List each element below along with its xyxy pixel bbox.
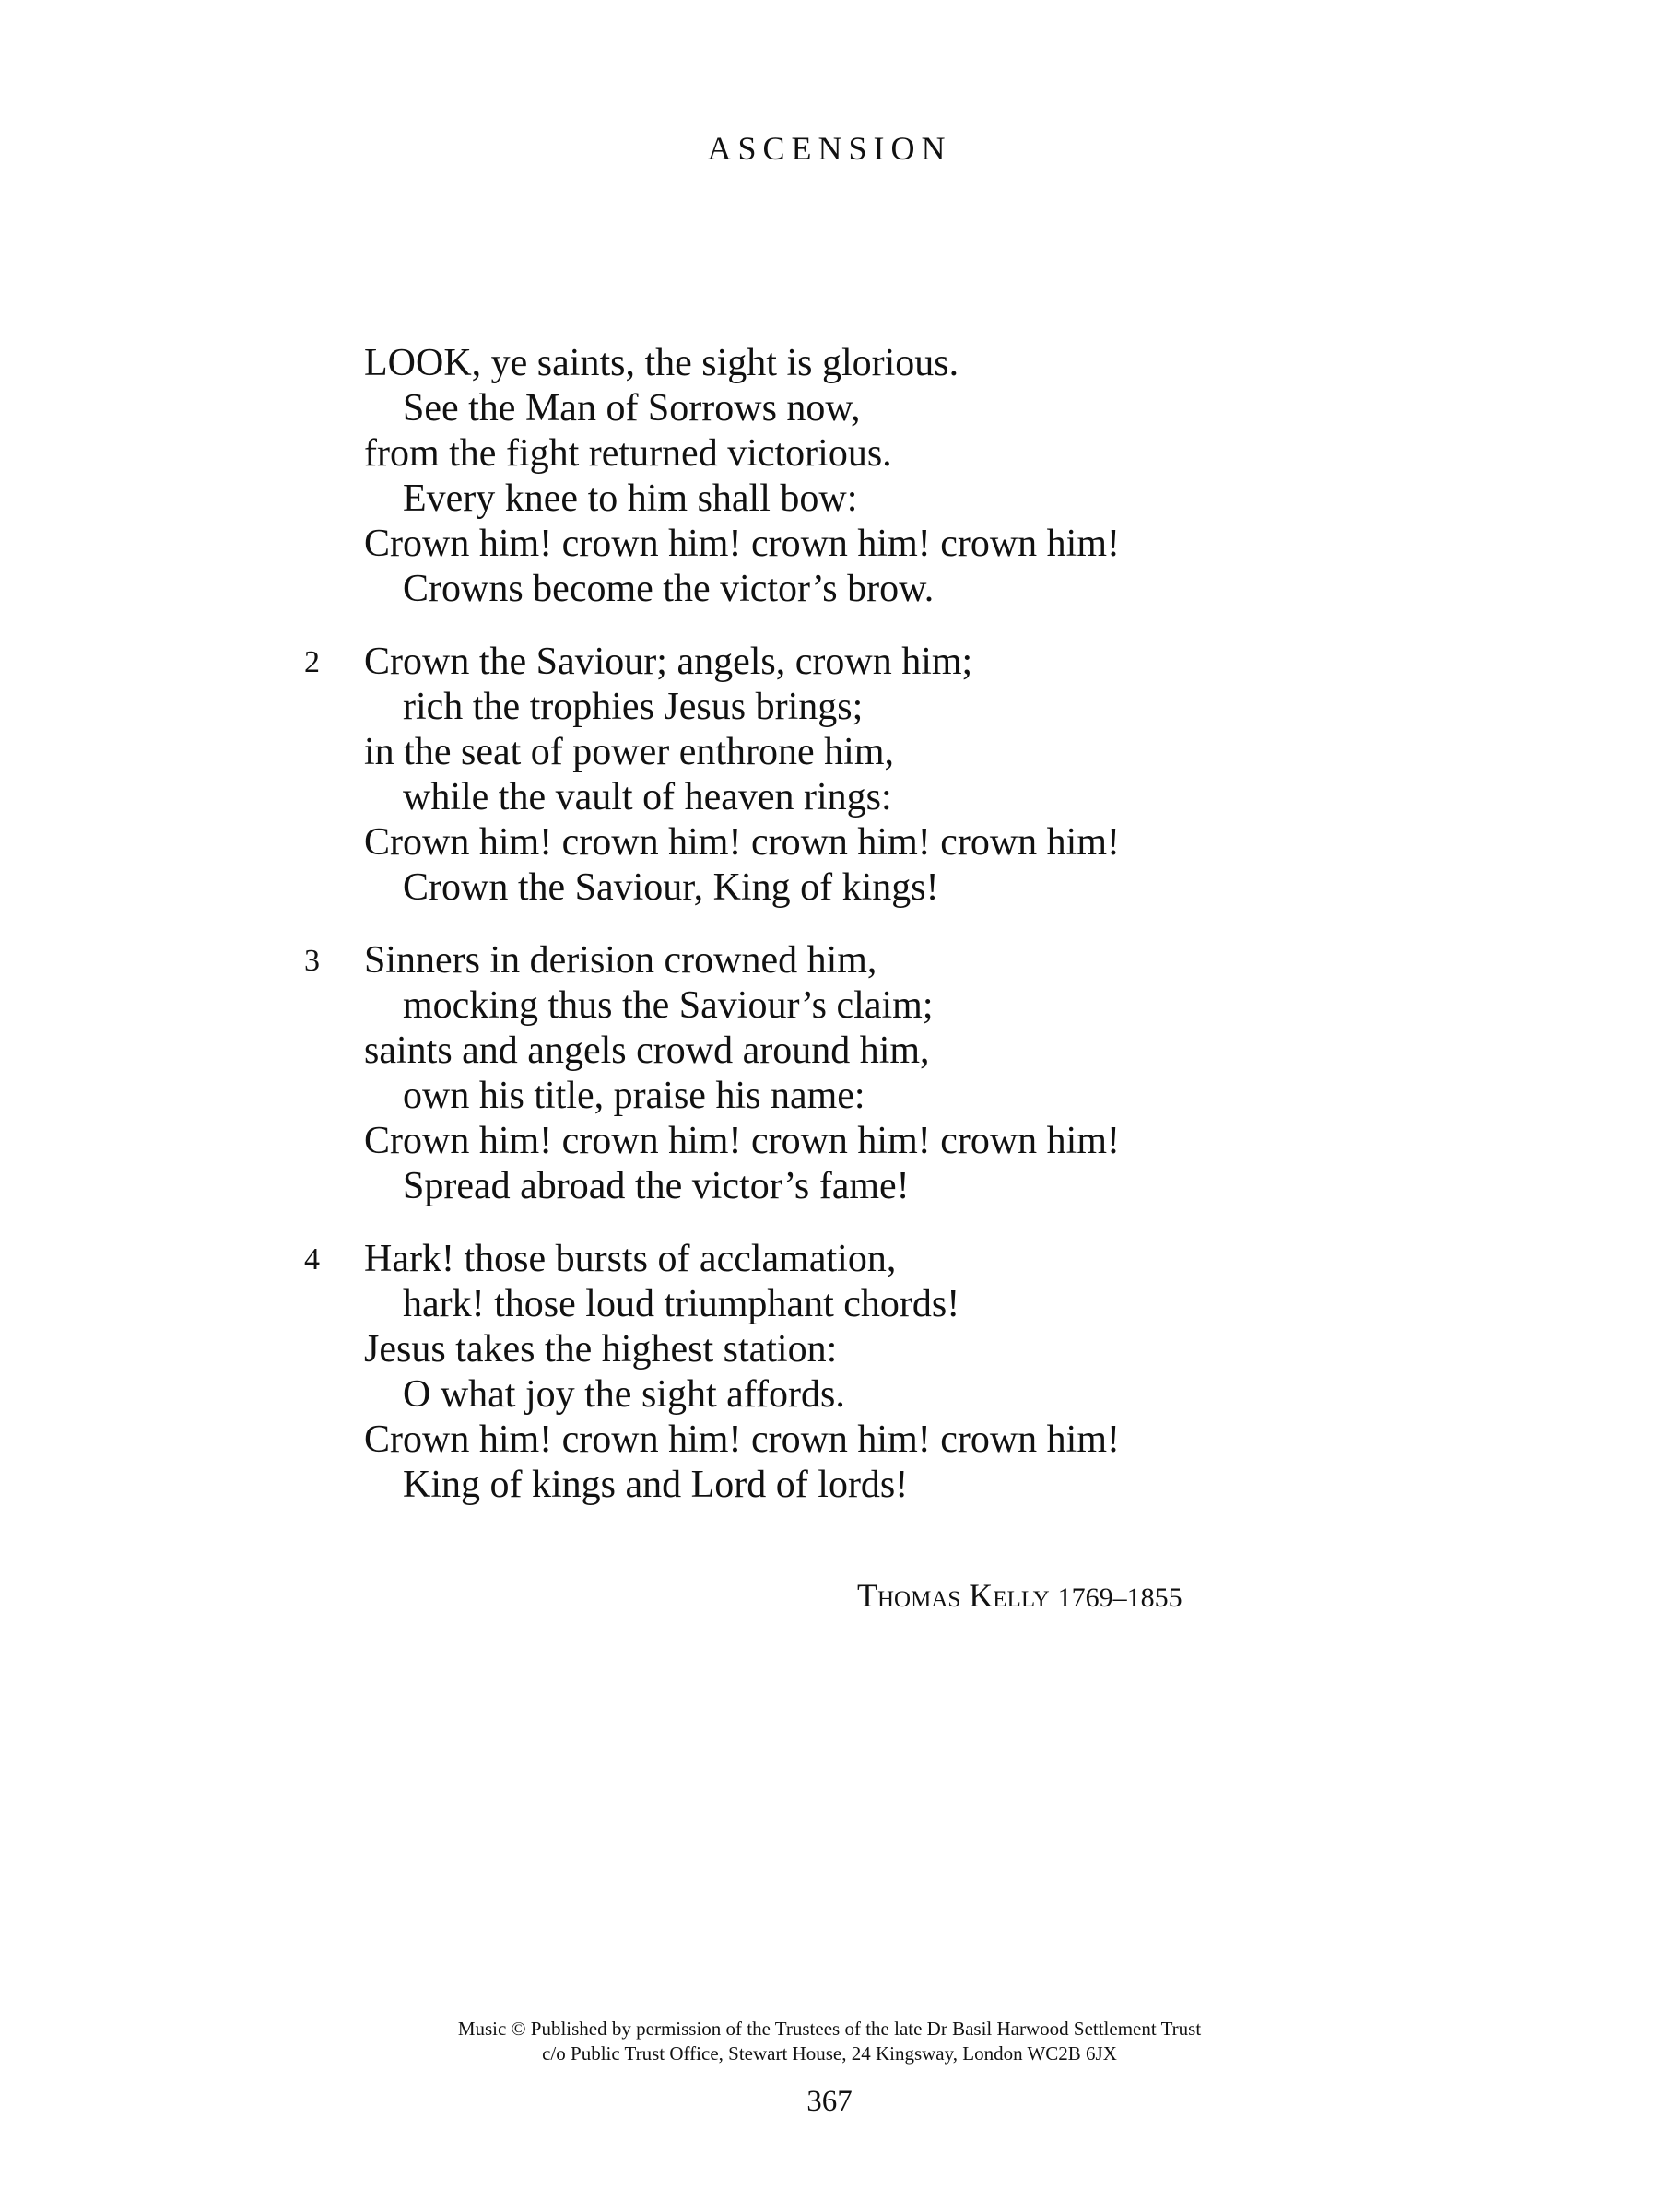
- verse-number: 3: [304, 944, 320, 978]
- verse-line: Every knee to him shall bow:: [403, 477, 858, 520]
- verse-number: 2: [304, 645, 320, 679]
- verse-line: while the vault of heaven rings:: [403, 776, 892, 818]
- verse-3: [276, 938, 1382, 1209]
- verse-line: from the fight returned victorious.: [364, 432, 892, 475]
- verse-line: LOOK, ye saints, the sight is glorious.: [364, 342, 959, 384]
- verse-line: own his title, praise his name:: [403, 1075, 865, 1117]
- verse-line: Sinners in derision crowned him,: [364, 939, 877, 982]
- author-dates: 1769–1855: [1057, 1583, 1182, 1613]
- verse-line: Crown him! crown him! crown him! crown him!: [364, 523, 1121, 565]
- verse-line: saints and angels crowd around him,: [364, 1030, 930, 1072]
- verse-line: hark! those loud triumphant chords!: [403, 1283, 960, 1325]
- verse-line: Spread abroad the victor’s fame!: [403, 1165, 910, 1207]
- author-name: Thomas Kelly: [857, 1577, 1050, 1614]
- verse-line: Jesus takes the highest station:: [364, 1328, 838, 1371]
- copyright-line: Music © Published by permission of the Trustees of the late Dr Basil Harwood Settlement Trust: [457, 2018, 1202, 2040]
- verse-line: rich the trophies Jesus brings;: [403, 686, 864, 728]
- verse-line: King of kings and Lord of lords!: [403, 1464, 909, 1506]
- verse-line: in the seat of power enthrone him,: [364, 731, 894, 773]
- verse-line: mocking thus the Saviour’s claim;: [403, 984, 934, 1027]
- verse-line: Crown him! crown him! crown him! crown him!: [364, 821, 1121, 864]
- verse-line: Crown the Saviour, King of kings!: [403, 866, 939, 909]
- verse-1: [276, 341, 1382, 612]
- verse-line: Hark! those bursts of acclamation,: [364, 1238, 897, 1280]
- verse-2: [276, 640, 1382, 911]
- copyright-notice: [0, 2017, 1659, 2066]
- copyright-line: c/o Public Trust Office, Stewart House, 24 Kingsway, London WC2B 6JX: [542, 2042, 1117, 2065]
- verse-line: Crown him! crown him! crown him! crown him!: [364, 1418, 1121, 1461]
- verse-number: 4: [304, 1242, 320, 1277]
- verse-4: [276, 1237, 1382, 1508]
- author-attribution: [857, 1576, 1182, 1615]
- page-number: 367: [806, 2085, 853, 2118]
- verse-line: Crowns become the victor’s brow.: [403, 568, 935, 610]
- verse-line: O what joy the sight affords.: [403, 1373, 845, 1416]
- section-heading: ASCENSION: [707, 130, 952, 167]
- verse-line: See the Man of Sorrows now,: [403, 387, 861, 429]
- verse-line: Crown him! crown him! crown him! crown him!: [364, 1120, 1121, 1162]
- verse-line: Crown the Saviour; angels, crown him;: [364, 641, 973, 683]
- hymn-text: [276, 341, 1382, 1535]
